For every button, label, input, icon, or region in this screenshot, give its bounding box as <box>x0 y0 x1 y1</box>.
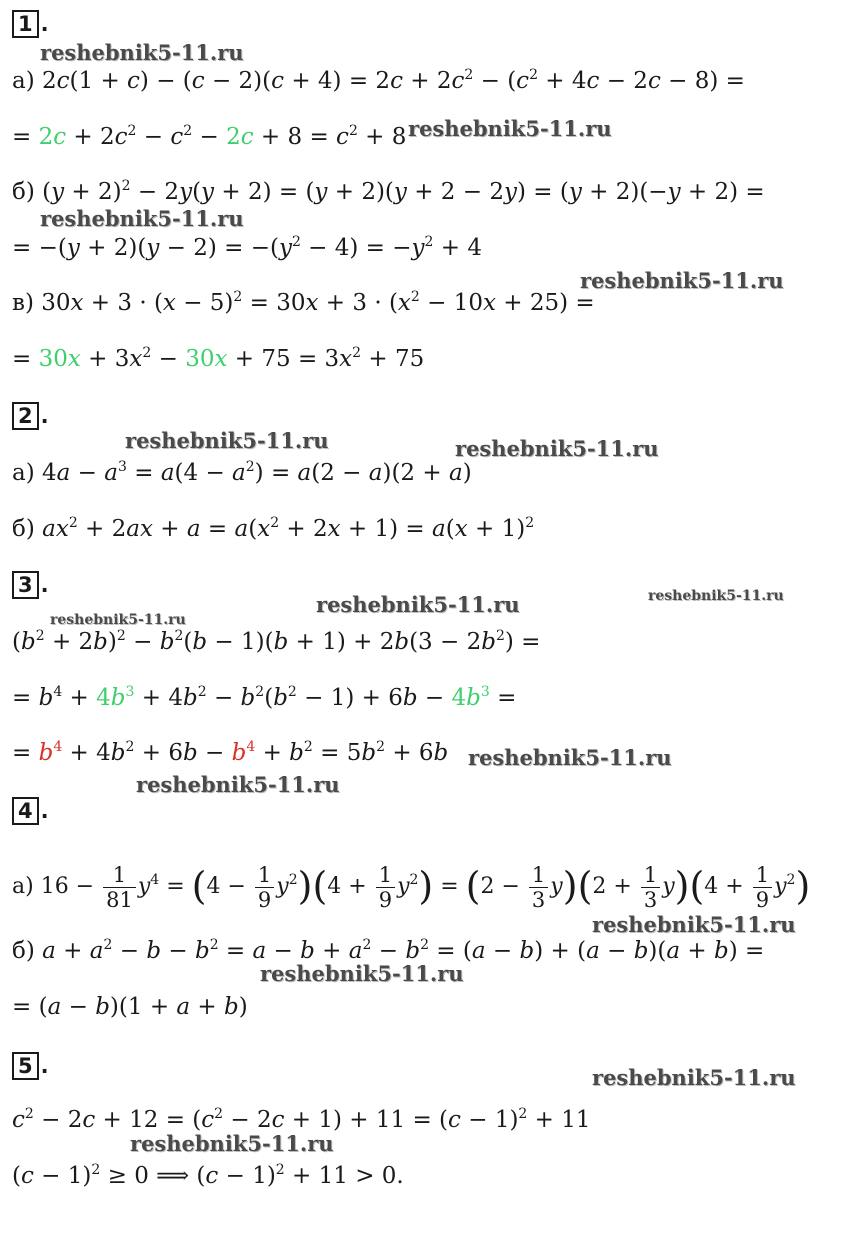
problem-1v-line-1: в) $30x + 3 \cdot (x - 5)^2 = 30x + 3 \cdot (x^2 - 10x + 25)$ = <box>12 289 595 316</box>
watermark: reshebnik5-11.ru <box>136 772 340 797</box>
problem-1a-line-1: а) $2c(1 + c) - (c - 2)(c + 4) = 2c + 2c^2 - (c^2 + 4c - 2c - 8)$ = <box>12 67 745 94</box>
section-number-2: 2 . <box>12 402 49 430</box>
section-number-4: 4 . <box>12 797 49 825</box>
problem-5-line-1: $c^2 - 2c + 12 = (c^2 - 2c + 1) + 11 = (c - 1)^2 + 11$ <box>12 1106 591 1133</box>
problem-4a: а) 16 − $\frac{1}{81}$ $y^4 = (4$ − $\frac{1}{9}$ $y^2)(4$ + $\frac{1}{9}$ $y^2) = (2$ − $\frac{1}{3}$ y)(2 + $\frac{1}{3}$ y)(4 + $\frac{1}{9}$ $y^2$) <box>12 862 811 912</box>
problem-3-line-3: = $b^4 + 4b^2 + 6b - b^4 + b^2 = 5b^2 + 6b$ <box>12 739 449 766</box>
problem-5-line-2: $(c - 1)^2 \ge 0$ ⟹ $(c - 1)^2 + 11 > 0$. <box>12 1162 404 1189</box>
section-number-3: 3 . <box>12 571 49 599</box>
watermark: reshebnik5-11.ru <box>316 592 520 617</box>
problem-3-line-1: $(b^2 + 2b)^2 - b^2(b - 1)(b + 1) + 2b(3 - 2b^2)$ = <box>12 628 541 655</box>
problem-1b-line-2: = $-(y + 2)(y - 2) = -(y^2 - 4) = -y^2 + 4$ <box>12 234 482 261</box>
problem-2a: а) $4a - a^3 = a(4 - a^2) = a(2 - a)(2 + a)$ <box>12 459 472 486</box>
problem-1v-line-2: = $30x + 3x^2 - 30x + 75 = 3x^2 + 75$ <box>12 345 425 372</box>
problem-1b-line-1: б) $(y + 2)^2 - 2y(y + 2) = (y + 2)(y + 2 - 2y) = (y + 2)(-y + 2)$ = <box>12 178 765 205</box>
watermark: reshebnik5-11.ru <box>455 436 659 461</box>
watermark: reshebnik5-11.ru <box>592 1065 796 1090</box>
watermark: reshebnik5-11.ru <box>50 612 186 628</box>
section-number-5: 5 . <box>12 1052 49 1080</box>
watermark: reshebnik5-11.ru <box>580 268 784 293</box>
section-number-1: 1 . <box>12 10 49 38</box>
problem-4b-line-2: = (a − b)(1 + a + b) <box>12 994 248 1020</box>
watermark: reshebnik5-11.ru <box>40 40 244 65</box>
watermark: reshebnik5-11.ru <box>468 745 672 770</box>
problem-2b: б) $ax^2 + 2ax + a = a(x^2 + 2x + 1) = a(x + 1)^2$ <box>12 515 535 542</box>
watermark: reshebnik5-11.ru <box>130 1131 334 1156</box>
watermark: reshebnik5-11.ru <box>125 428 329 453</box>
watermark: reshebnik5-11.ru <box>260 961 464 986</box>
watermark: reshebnik5-11.ru <box>408 116 612 141</box>
watermark: reshebnik5-11.ru <box>40 206 244 231</box>
watermark: reshebnik5-11.ru <box>648 588 784 604</box>
problem-4b-line-1: б) $a + a^2 - b - b^2 = a - b + a^2 - b^2 = (a - b) + (a - b)(a + b)$ = <box>12 937 765 964</box>
problem-3-line-2: = $b^4 + 4b^3 + 4b^2 - b^2(b^2 - 1) + 6b - 4b^3$ = <box>12 684 517 711</box>
watermark: reshebnik5-11.ru <box>592 912 796 937</box>
problem-1a-line-2: = $2c + 2c^2 - c^2 - 2c + 8 = c^2 + 8$ <box>12 123 407 150</box>
